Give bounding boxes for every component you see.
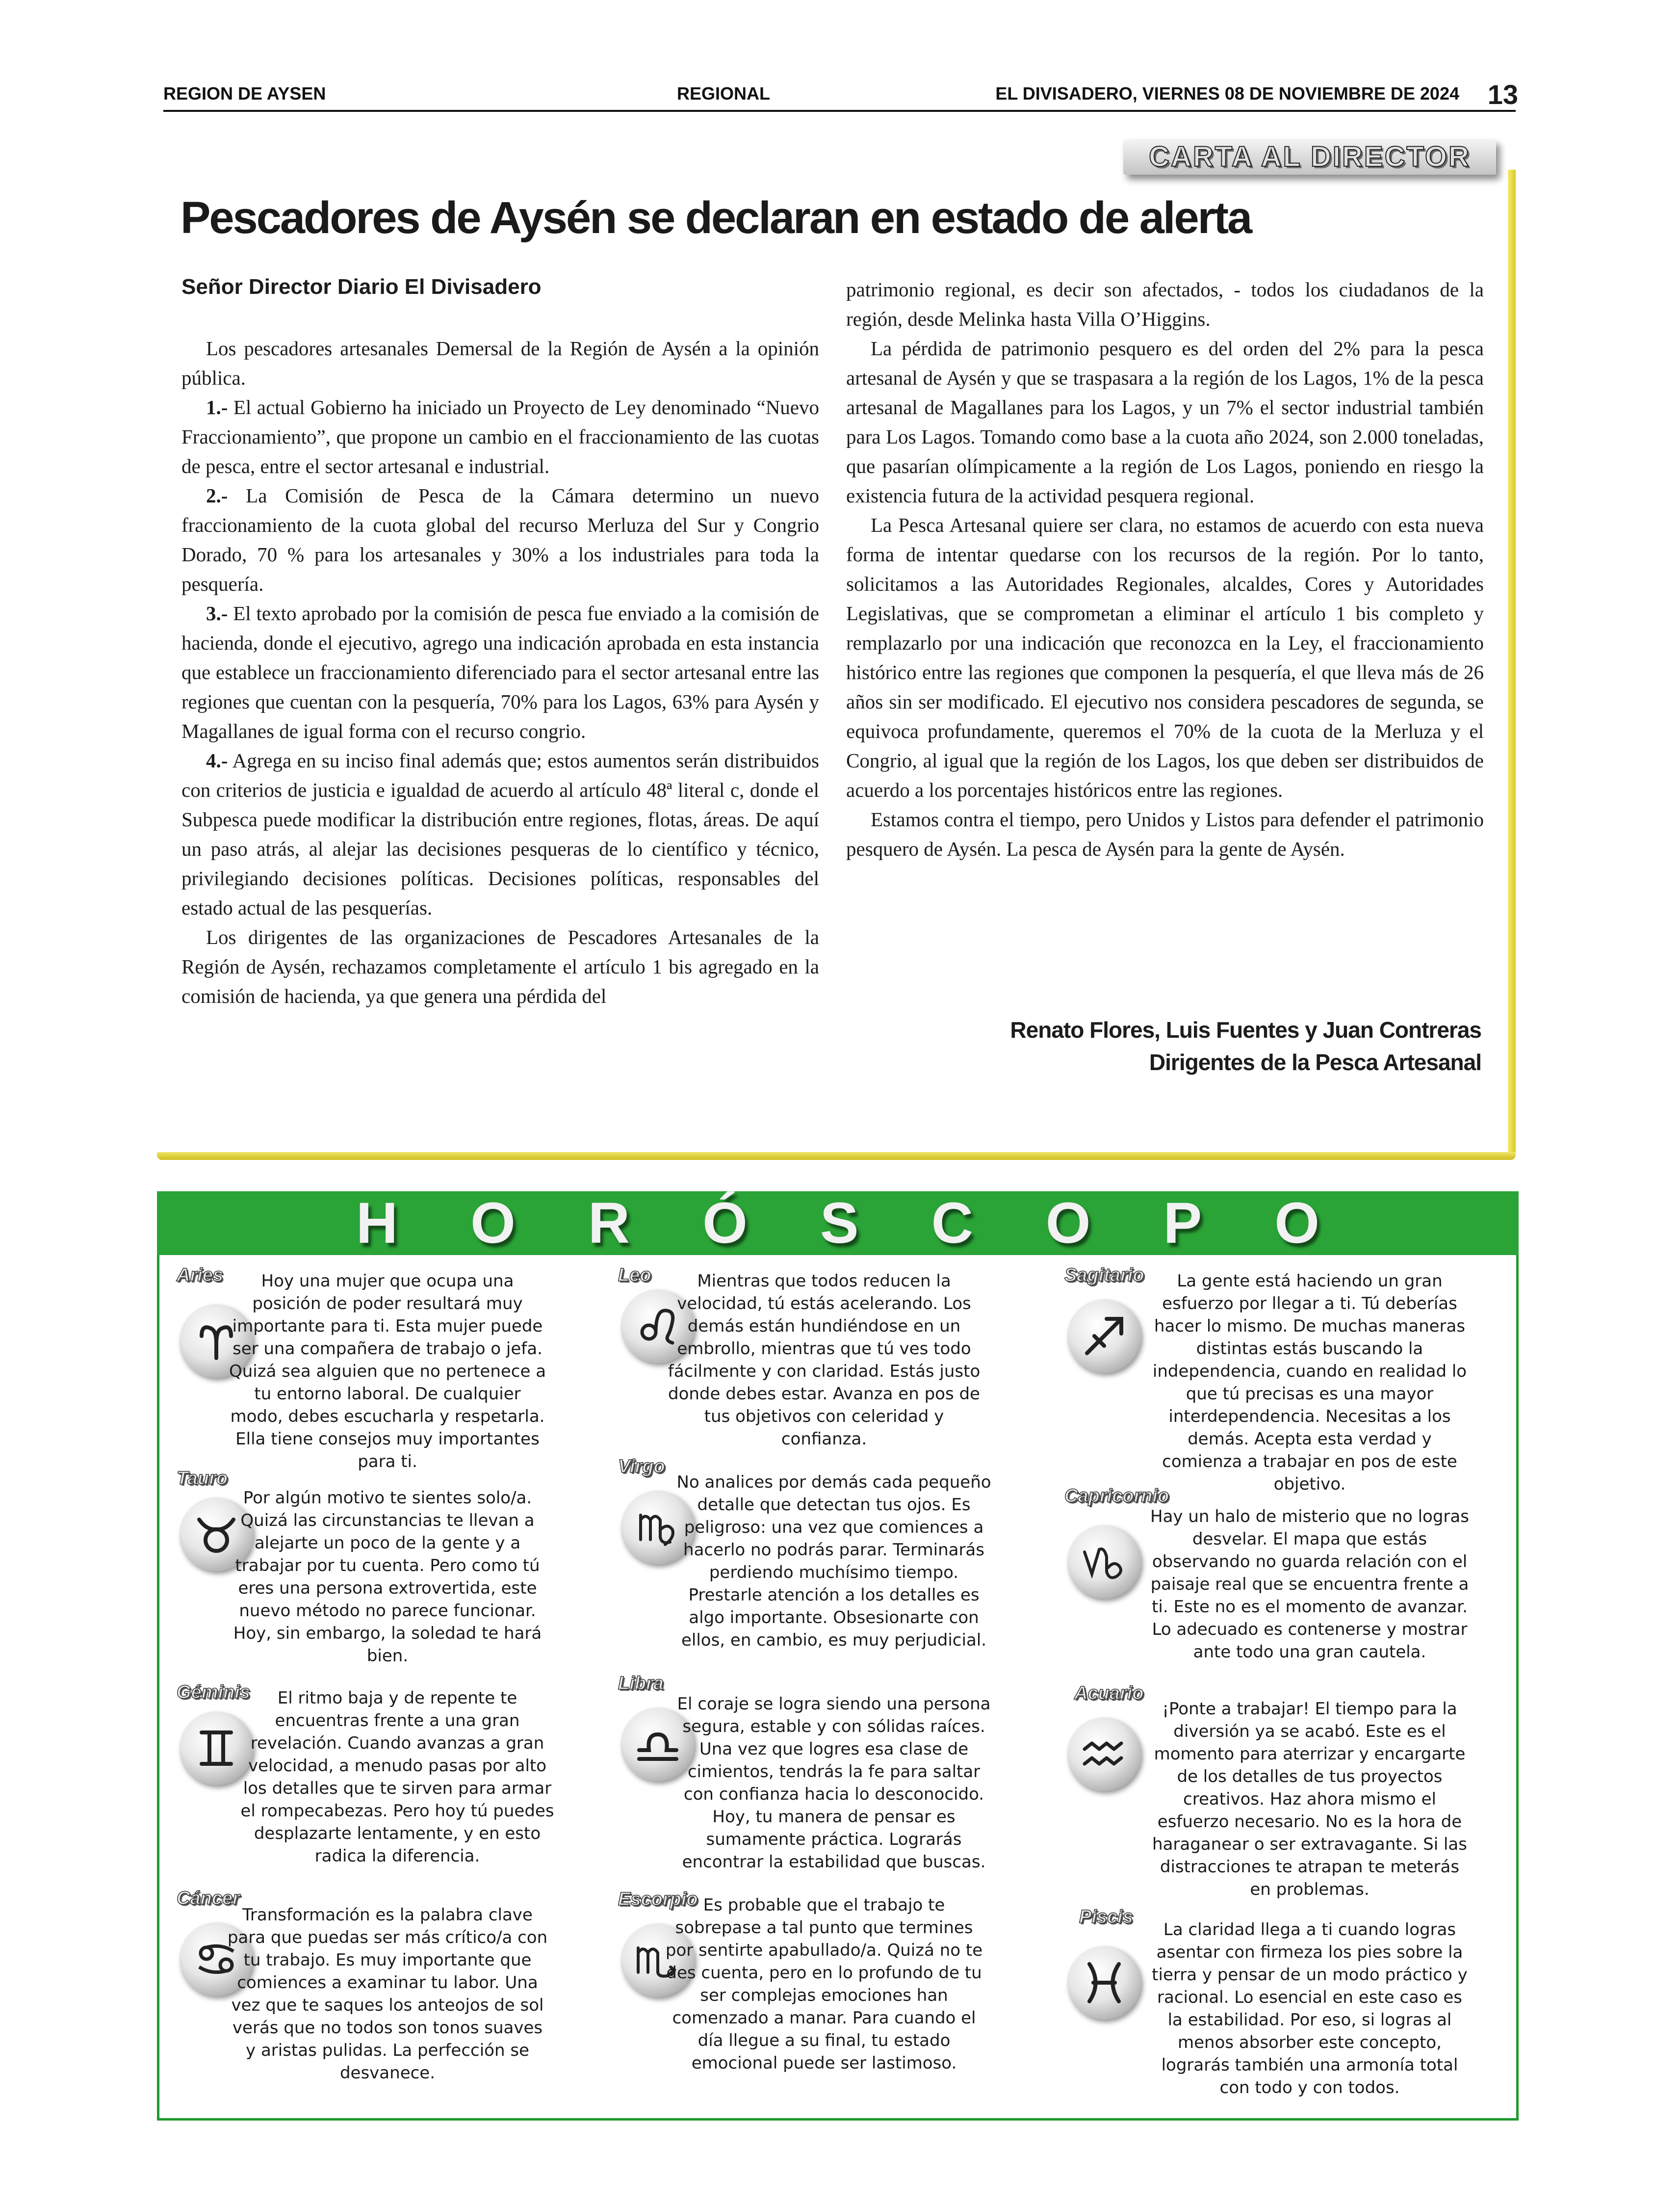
body-paragraph: Estamos contra el tiempo, pero Unidos y Listos para defender el patrimonio pesquero de Aysén. La pesca de Aysén para la gente de Aysén. (846, 808, 1484, 860)
sign-geminis (162, 1682, 603, 1878)
sign-name: Capricornio (1064, 1486, 1169, 1506)
sign-name: Cáncer (177, 1888, 240, 1909)
closing-paragraph: Los dirigentes de las organizaciones de Pescadores Artesanales de la Región de Aysén, rechazamos completamente el artículo 1 bis agregado en la comisión de hacienda, ya que genera una pérdida del (181, 926, 819, 1007)
sagittarius-icon (1067, 1299, 1141, 1373)
date-line: EL DIVISADERO, VIERNES 08 DE NOVIEMBRE DE 2024 (995, 83, 1459, 104)
sign-libra (603, 1673, 1045, 1872)
signature (1010, 1014, 1481, 1078)
sign-acuario (1050, 1683, 1491, 1899)
sign-name: Libra (618, 1673, 664, 1694)
sign-name: Piscis (1079, 1907, 1133, 1927)
sign-text: La claridad llega a ti cuando logras asentar con firmeza los pies sobre la tierra y pensar de un modo práctico y racional. Lo esencial en este caso es la estabilidad. Por eso, si logras al menos absorber este concepto, lograrás también una armonía total con todo y con todos. (1152, 1920, 1468, 2097)
article-headline: Pescadores de Aysén se declaran en estado de alerta (181, 193, 1251, 243)
sign-name: Virgo (618, 1456, 665, 1477)
body-paragraph: La Pesca Artesanal quiere ser clara, no estamos de acuerdo con esta nueva forma de intentar quedarse con los recursos de la región. Por lo tanto, solicitamos a las Autoridades Regionales, alcaldes, Cores y Autoridades Legislativas, que se comprometan a eliminar el artículo 1 bis completo y remplazarlo por una indicación que reconozca en la Ley, el fraccionamiento histórico entre las regiones que componen la pesquería, el que lleva más de 26 años sin ser modificado. El ejecutivo nos considera pescadores de segunda, se equivoca profundamente, queremos el 70% de la cuota de la Merluza y el Congrio, al igual que la región de los Lagos, los que deben ser distribuidos de acuerdo a los porcentajes históricos entre las regiones. (846, 514, 1484, 801)
horoscope-title: HORÓSCOPO (356, 1191, 1393, 1256)
sign-name: Leo (618, 1265, 651, 1285)
sign-text: La gente está haciendo un gran esfuerzo por llegar a ti. Tú deberías hacer lo mismo. De muchas maneras distintas estás buscando la independencia, cuando en realidad lo que tú precisas es una mayor interdependencia. Necesitas a los demás. Acepta esta verdad y comienza a trabajar en pos de este objetivo. (1152, 1271, 1467, 1494)
sign-leo (603, 1265, 1045, 1461)
section-banner: CARTA AL DIRECTOR (1123, 139, 1496, 175)
continued-paragraph: patrimonio regional, es decir son afectados, - todos los ciudadanos de la región, desde Melinka hasta Villa O’Higgins. (846, 278, 1484, 330)
sign-capricornio (1050, 1486, 1491, 1682)
sign-name: Sagitario (1064, 1265, 1144, 1285)
pisces-icon (1067, 1946, 1141, 2019)
sign-text: Hay un halo de misterio que no logras desvelar. El mapa que estás observando no guarda relación con el paisaje real que se encuentra frente a ti. Este no es el momento de avanzar. Lo adecuado es contenerse y mostrar ante todo una gran cautela. (1150, 1507, 1469, 1662)
category-label: REGIONAL (677, 83, 771, 104)
sign-text: Transformación es la palabra clave para que puedas ser más crítico/a con tu trabajo. Es muy importante que comiences a examinar tu labor. Una vez que te saques los anteojos de sol verás que no todos son tonos suaves y aristas pulidas. La perfección se desvanece. (227, 1905, 548, 2083)
sign-piscis (1050, 1907, 1491, 2103)
signature-role: Dirigentes de la Pesca Artesanal (1149, 1049, 1481, 1075)
article-column-1 (181, 334, 819, 1011)
article-column-2 (846, 275, 1484, 864)
sign-name: Acuario (1074, 1683, 1144, 1704)
sign-sagitario (1050, 1265, 1491, 1494)
point-paragraph: 1.- El actual Gobierno ha iniciado un Proyecto de Ley denominado “Nuevo Fraccionamiento”, que propone un cambio en el fraccionamiento de las cuotas de pesca, entre el sector artesanal e industrial. (181, 396, 819, 477)
sign-text: El coraje se logra siendo una persona segura, estable y con sólidas raíces. Una vez que logres esa clase de cimientos, tendrás la fe para saltar con confianza hacia lo desconocido. Hoy, tu manera de pensar es sumamente práctica. Lograrás encontrar la estabilidad que buscas. (677, 1694, 991, 1872)
sign-text: No analices por demás cada pequeño detalle que detectan tus ojos. Es peligroso: una vez que comiences a hacerlo no podrás parar. Terminarás perdiendo muchísimo tiempo. Prestarle atención a los detalles es algo importante. Obsesionarte con ellos, en cambio, es muy perjudicial. (676, 1472, 991, 1650)
sign-text: Es probable que el trabajo te sobrepase a tal punto que termines por sentirte apabullado/a. Quizá no te des cuenta, pero en lo profundo de tu ser complejas emociones han comenzado a manar. Para cuando el día llegue a su final, tu estado emocional puede ser lastimoso. (665, 1895, 983, 2073)
sign-text: El ritmo baja y de repente te encuentras frente a una gran revelación. Cuando avanzas a gran velocidad, a menudo pasas por alto los detalles que te sirven para armar el rompecabezas. Pero hoy tú puedes desplazarte lentamente, y en esto radica la diferencia. (240, 1688, 554, 1866)
salutation: Señor Director Diario El Divisadero (181, 275, 542, 299)
sign-aries (162, 1265, 603, 1471)
sign-text: ¡Ponte a trabajar! El tiempo para la diversión ya se acabó. Este es el momento para aterrizar y encargarte de los detalles de tus proyectos creativos. Haz ahora mismo el esfuerzo necesario. No es la hora de haraganear o ser extravagante. Si las distracciones te atrapan te meterás en problemas. (1152, 1699, 1467, 1899)
sign-name: Aries (177, 1265, 224, 1285)
sign-name: Géminis (177, 1682, 250, 1703)
sign-tauro (162, 1468, 603, 1664)
header-rule (163, 110, 1516, 112)
sign-name: Escorpio (618, 1889, 698, 1910)
sign-cancer (162, 1888, 603, 2084)
intro-paragraph: Los pescadores artesanales Demersal de la Región de Aysén a la opinión pública. (181, 337, 819, 389)
page-number: 13 (1487, 79, 1518, 110)
point-paragraph: 2.- La Comisión de Pesca de la Cámara determino un nuevo fraccionamiento de la cuota global del recurso Merluza del Sur y Congrio Dorado, 70 % para los artesanales y 30% a los industriales para toda la pesquería. (181, 484, 819, 595)
body-paragraph: La pérdida de patrimonio pesquero es del orden del 2% para la pesca artesanal de Aysén y que se traspasara a la región de los Lagos, 1% de la pesca artesanal de Magallanes para los Lagos, y un 7% el sector industrial también para Los Lagos. Tomando como base a la cuota año 2024, son 2.000 toneladas, que pasarían olímpicamente a la región de Los Lagos, poniendo en riesgo la existencia futura de la actividad pesquera regional. (846, 337, 1484, 507)
sign-escorpio (603, 1889, 1045, 2085)
frame-bottom (157, 1152, 1516, 1160)
sign-name: Tauro (177, 1468, 228, 1489)
aquarius-icon (1067, 1717, 1141, 1791)
frame-right (1508, 170, 1516, 1156)
section-label: REGION DE AYSEN (163, 83, 326, 104)
point-paragraph: 4.- Agrega en su inciso final además que; estos aumentos serán distribuidos con criterios de justicia e igualdad de acuerdo al artículo 48ª literal c, donde el Subpesca puede modificar la distribución entre regiones, flotas, áreas. De aquí un paso atrás, al alejar las decisiones pesqueras de lo científico y técnico, privilegiando decisiones políticas. Decisiones políticas, responsables del estado actual de las pesquerías. (181, 749, 819, 919)
signature-names: Renato Flores, Luis Fuentes y Juan Contreras (1010, 1017, 1481, 1043)
sign-virgo (603, 1456, 1045, 1652)
point-paragraph: 3.- El texto aprobado por la comisión de pesca fue enviado a la comisión de hacienda, donde el ejecutivo, agrego una indicación aprobada en esta instancia que establece un fraccionamiento diferenciado para el sector artesanal entre las regiones que cuentan con la pesquería, 70% para los Lagos, 63% para Aysén y Magallanes de igual forma con el recurso congrio. (181, 602, 819, 742)
sign-text: Hoy una mujer que ocupa una posición de poder resultará muy importante para ti. Esta mujer puede ser una compañera de trabajo o jefa. Quizá sea alguien que no pertenece a tu entorno laboral. De cualquier modo, debes escucharla y respetarla. Ella tiene consejos muy importantes para ti. (229, 1271, 546, 1471)
sign-text: Mientras que todos reducen la velocidad, tú estás acelerando. Los demás están hundiéndose en un embrollo, mientras que tú ves todo fácilmente y con claridad. Estás justo donde debes estar. Avanza en pos de tus objetivos con celeridad y confianza. (668, 1271, 981, 1449)
sign-text: Por algún motivo te sientes solo/a. Quizá las circunstancias te llevan a alejarte un poco de la gente y a trabajar por tu cuenta. Pero como tú eres una persona extrovertida, este nuevo método no parece funcionar. Hoy, sin embargo, la soledad te hará bien. (233, 1488, 542, 1666)
capricorn-icon (1067, 1525, 1141, 1599)
